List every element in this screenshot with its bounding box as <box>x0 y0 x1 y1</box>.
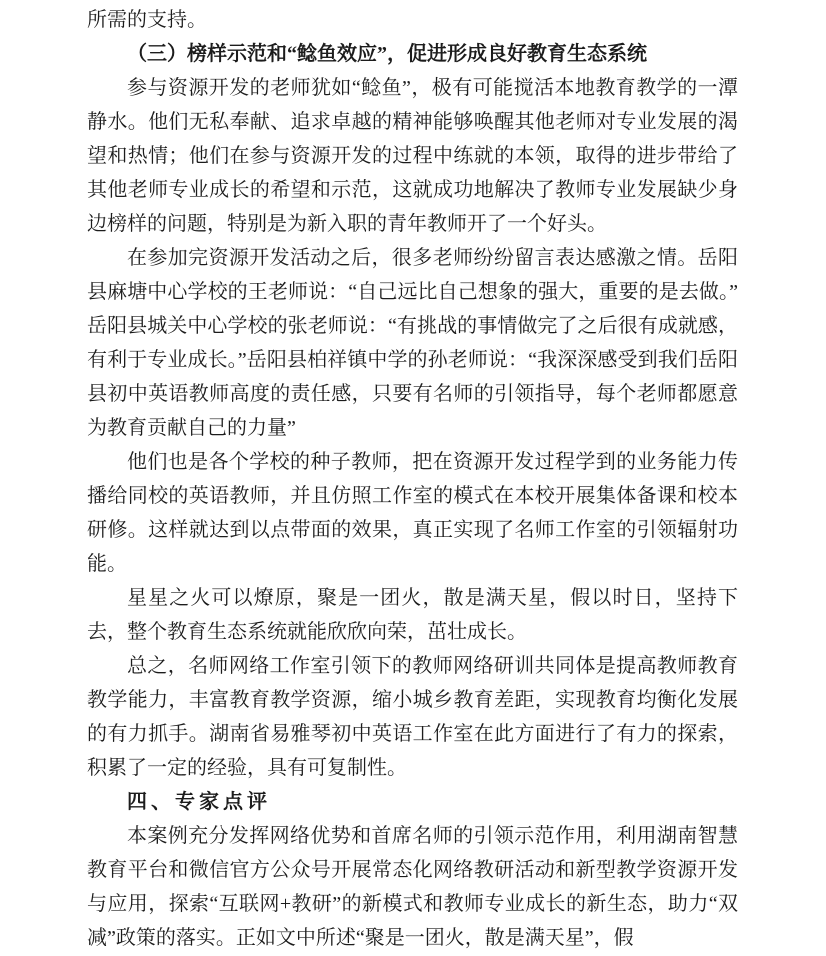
paragraph-continuation: 所需的支持。 <box>87 9 207 31</box>
paragraph: 参与资源开发的老师犹如“鲶鱼”，极有可能搅活本地教育教学的一潭静水。他们无私奉献、追求卓越的精神能够唤醒其他老师对专业发展的渴望和热情；他们在参与资源开发的过程中练就的本领，取得的进步带给了其他老师专业成长的希望和示范，这就成功地解决了教师专业发展缺少身边榜样的问题，特别是为新入职的青年教师开了一个好头。 <box>87 77 738 235</box>
paragraph: 本案例充分发挥网络优势和首席名师的引领示范作用，利用湖南智慧教育平台和微信官方公众号开展常态化网络教研活动和新型教学资源开发与应用，探索“互联网+教研”的新模式和教师专业成长的新生态，助力“双减”政策的落实。正如文中所述“聚是一团火，散是满天星”，假 <box>87 825 738 949</box>
paragraph: 星星之火可以燎原，聚是一团火，散是满天星，假以时日，坚持下去，整个教育生态系统就能欣欣向荣，茁壮成长。 <box>87 587 738 643</box>
subsection-heading: （三）榜样示范和“鲶鱼效应”，促进形成良好教育生态系统 <box>127 43 647 65</box>
section-heading: 四、专家点评 <box>127 791 271 813</box>
paragraph: 他们也是各个学校的种子教师，把在资源开发过程学到的业务能力传播给同校的英语教师，并且仿照工作室的模式在本校开展集体备课和校本研修。这样就达到以点带面的效果，真正实现了名师工作室的引领辐射功能。 <box>87 451 738 575</box>
paragraph: 总之，名师网络工作室引领下的教师网络研训共同体是提高教师教育教学能力，丰富教育教学资源，缩小城乡教育差距，实现教育均衡化发展的有力抓手。湖南省易雅琴初中英语工作室在此方面进行了有力的探索，积累了一定的经验，具有可复制性。 <box>87 655 738 779</box>
paragraph: 在参加完资源开发活动之后，很多老师纷纷留言表达感激之情。岳阳县麻塘中心学校的王老师说：“自己远比自己想象的强大，重要的是去做。”岳阳县城关中心学校的张老师说：“有挑战的事情做完了之后很有成就感，有利于专业成长。”岳阳县柏祥镇中学的孙老师说：“我深深感受到我们岳阳县初中英语教师高度的责任感，只要有名师的引领指导，每个老师都愿意为教育贡献自己的力量” <box>87 247 738 439</box>
